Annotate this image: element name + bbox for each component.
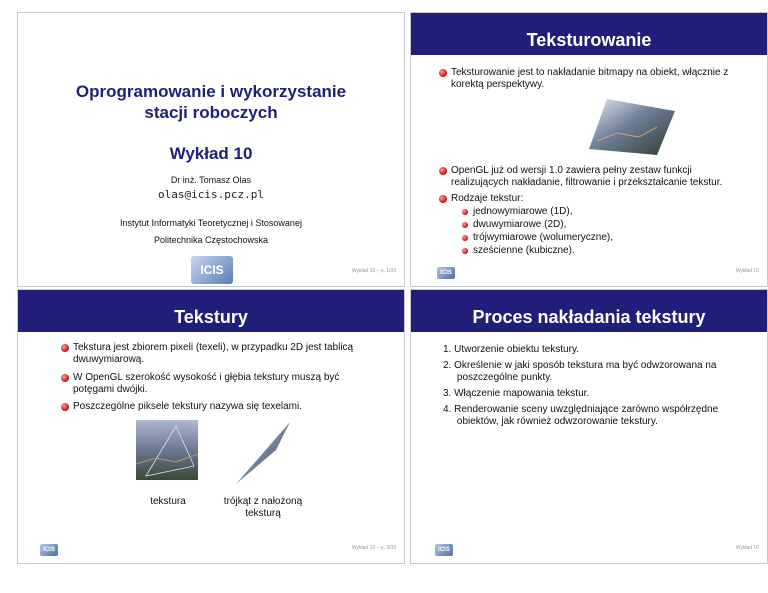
slide4-step-1: 1. Utworzenie obiektu tekstury. <box>443 344 579 355</box>
slide1-author: Dr inż. Tomasz Olas <box>170 175 252 185</box>
slide-tekstury <box>17 289 405 564</box>
slide2-subbullet-1: jednowymiarowe (1D), <box>473 206 572 218</box>
slide1-institute: Instytut Informatyki Teoretycznej i Stosowanej <box>120 218 302 228</box>
bullet-icon <box>439 69 447 77</box>
bullet-icon <box>61 344 69 352</box>
slide1-title-line1: Oprogramowanie i wykorzystanie <box>75 82 347 101</box>
slide-proces <box>410 289 768 564</box>
slide1-email: olas@icis.pcz.pl <box>158 188 264 201</box>
bullet-icon <box>462 222 468 228</box>
bullet-icon <box>439 195 447 203</box>
slide3-page-number: Wykład 10 – p. 3/39 <box>351 545 396 551</box>
slide4-step-2-cont: poszczególne punkty. <box>443 372 553 383</box>
slide4-step-4: 4. Renderowanie sceny uwzględniające zarówno współrzędne <box>443 404 719 415</box>
institute-logo: ICIS <box>435 544 453 556</box>
bullet-icon <box>61 403 69 411</box>
slide3-bullet-2: W OpenGL szerokość wysokość i głębia tekstury muszą być potęgami dwójki. <box>73 372 393 396</box>
slide4-page-number: Wykład 10 <box>735 545 759 551</box>
slide4-step-2: 2. Określenie w jaki sposób tekstura ma być odwzorowana na <box>443 360 717 371</box>
textured-quad-image <box>587 97 677 159</box>
bullet-icon <box>439 167 447 175</box>
slide2-header <box>411 13 767 55</box>
bullet-icon <box>462 209 468 215</box>
slide2-subbullet-3: trójwymiarowe (wolumeryczne), <box>473 232 613 244</box>
textured-triangle-image <box>230 420 292 486</box>
slide1-university: Politechnika Częstochowska <box>153 235 269 245</box>
slide3-bullet-3: Poszczególne piksele tekstury nazywa się texelami. <box>73 401 393 413</box>
slide2-page-number: Wykład 10 <box>735 268 759 274</box>
slide3-bullet-1: Teksturа jest zbiorem pixeli (texeli), w przypadku 2D jest tablicą dwuwymiarową. <box>73 342 393 366</box>
slide2-subbullet-4: sześcienne (kubiczne). <box>473 245 575 257</box>
slide3-title: Tekstury <box>174 307 248 327</box>
slide4-step-4-cont: obiektów, jak również odwzorowanie tekstury. <box>443 416 658 427</box>
slide1-lecture: Wykład 10 <box>169 144 253 163</box>
slide4-header <box>411 290 767 332</box>
slide3-header <box>18 290 404 332</box>
institute-logo: ICIS <box>191 256 233 284</box>
texture-image <box>136 420 198 480</box>
bullet-icon <box>462 235 468 241</box>
slide2-subbullet-2: dwuwymiarowe (2D), <box>473 219 566 231</box>
slide-title <box>17 12 405 287</box>
slide2-bullet-3: Rodzaje tekstur: <box>451 193 761 205</box>
slide1-page-number: Wykład 10 – p. 1/39 <box>351 268 396 274</box>
caption-texture: tekstura <box>150 496 186 507</box>
bullet-icon <box>61 374 69 382</box>
slide2-bullet-1: Teksturowanie jest to nakładanie bitmapy na obiekt, włącznie z korektą perspektywy. <box>451 67 761 91</box>
slide2-bullet-2: OpenGL już od wersji 1.0 zawiera pełny zestaw funkcji realizujących nakładanie, filtrowanie i przekształcanie tekstur. <box>451 165 761 189</box>
institute-logo: ICIS <box>437 267 455 279</box>
caption-textured-triangle: trójkąt z nałożoną teksturą <box>223 496 303 519</box>
slide1-title-line2: stacji roboczych <box>144 103 278 122</box>
bullet-icon <box>462 248 468 254</box>
slide-teksturowanie <box>410 12 768 287</box>
slide4-title: Proces nakładania tekstury <box>472 307 706 327</box>
institute-logo: ICIS <box>40 544 58 556</box>
slide4-step-3: 3. Włączenie mapowania tekstur. <box>443 388 590 399</box>
slide2-title: Teksturowanie <box>526 30 652 50</box>
